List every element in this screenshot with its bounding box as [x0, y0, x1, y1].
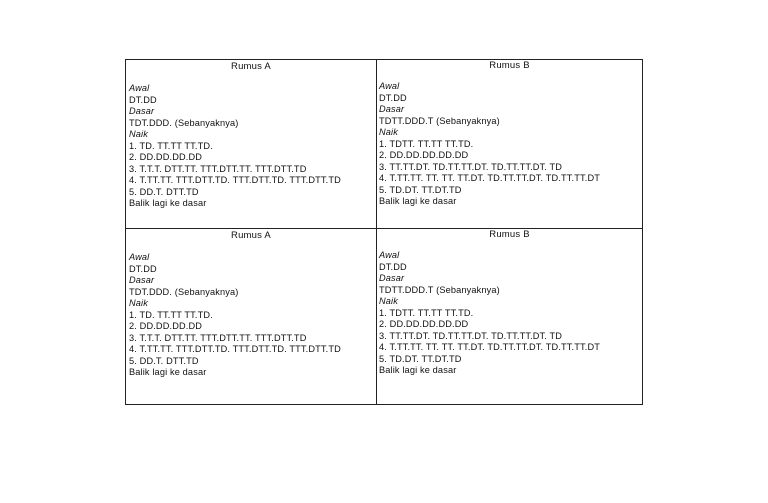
cell-lines	[377, 81, 642, 208]
text-line: TDT.DDD. (Sebanyaknya)	[129, 117, 239, 128]
text-line: 1. TD. TT.TT TT.TD.	[129, 309, 213, 320]
text-line: Dasar	[379, 104, 405, 114]
text-line: 3. TT.TT.DT. TD.TT.TT.DT. TD.TT.TT.DT. TD	[379, 161, 563, 172]
text-line: DT.DD	[379, 261, 407, 272]
text-line: 4. T.TT.TT. TTT.DTT.TD. TTT.DTT.TD. TTT.DTT.TD	[129, 175, 341, 185]
text-line: 5. DD.T. DTT.TD	[129, 186, 199, 197]
text-line: Balik lagi ke dasar	[379, 365, 457, 375]
cell-title: Rumus B	[489, 60, 530, 71]
text-line: Dasar	[129, 275, 155, 285]
cell-title: Rumus B	[489, 229, 530, 240]
text-line: TDTT.DDD.T (Sebanyaknya)	[379, 284, 500, 295]
text-line: 1. TDTT. TT.TT TT.TD.	[379, 307, 474, 318]
text-line: 3. T.T.T. DTT.TT. TTT.DTT.TT. TTT.DTT.TD	[129, 163, 307, 174]
table-cell-top-left	[126, 60, 377, 229]
text-line: 4. T.TT.TT. TTT.DTT.TD. TTT.DTT.TD. TTT.DTT.TD	[129, 344, 341, 354]
text-line: Awal	[129, 252, 150, 262]
text-line: DT.DD	[129, 94, 157, 105]
text-line: 3. TT.TT.DT. TD.TT.TT.DT. TD.TT.TT.DT. TD	[379, 330, 563, 341]
text-line: Balik lagi ke dasar	[379, 196, 457, 206]
text-line: Balik lagi ke dasar	[129, 198, 207, 208]
text-line: Balik lagi ke dasar	[129, 367, 207, 377]
text-line: Awal	[379, 81, 400, 91]
text-line: 5. TD.DT. TT.DT.TD	[379, 353, 462, 364]
cell-title: Rumus A	[231, 61, 271, 72]
text-line: 4. T.TT.TT. TT. TT. TT.DT. TD.TT.TT.DT. TD.TT.TT.DT	[379, 173, 600, 183]
table-cell-top-right	[377, 60, 642, 229]
cell-title: Rumus A	[231, 230, 271, 241]
table-cell-bottom-right	[377, 229, 642, 404]
text-line: Naik	[129, 129, 148, 139]
text-line: 4. T.TT.TT. TT. TT. TT.DT. TD.TT.TT.DT. TD.TT.TT.DT	[379, 342, 600, 352]
text-line: Naik	[379, 296, 398, 306]
text-line: 1. TDTT. TT.TT TT.TD.	[379, 138, 474, 149]
text-line: Dasar	[129, 106, 155, 116]
text-line: TDTT.DDD.T (Sebanyaknya)	[379, 115, 500, 126]
cell-lines	[377, 250, 642, 377]
text-line: Awal	[379, 250, 400, 260]
text-line: DT.DD	[129, 263, 157, 274]
text-line: 1. TD. TT.TT TT.TD.	[129, 140, 213, 151]
text-line: Naik	[129, 298, 148, 308]
text-line: Naik	[379, 127, 398, 137]
text-line: 5. TD.DT. TT.DT.TD	[379, 184, 462, 195]
cell-lines	[126, 83, 376, 210]
text-line: 5. DD.T. DTT.TD	[129, 355, 199, 366]
text-line: 2. DD.DD.DD.DD.DD	[379, 319, 469, 329]
text-line: 2. DD.DD.DD.DD	[129, 152, 203, 162]
text-line: 2. DD.DD.DD.DD.DD	[379, 150, 469, 160]
rumus-table	[125, 59, 643, 405]
text-line: 2. DD.DD.DD.DD	[129, 321, 203, 331]
text-line: 3. T.T.T. DTT.TT. TTT.DTT.TT. TTT.DTT.TD	[129, 332, 307, 343]
text-line: Awal	[129, 83, 150, 93]
cell-lines	[126, 252, 376, 379]
text-line: DT.DD	[379, 92, 407, 103]
text-line: Dasar	[379, 273, 405, 283]
table-cell-bottom-left	[126, 229, 377, 404]
text-line: TDT.DDD. (Sebanyaknya)	[129, 286, 239, 297]
